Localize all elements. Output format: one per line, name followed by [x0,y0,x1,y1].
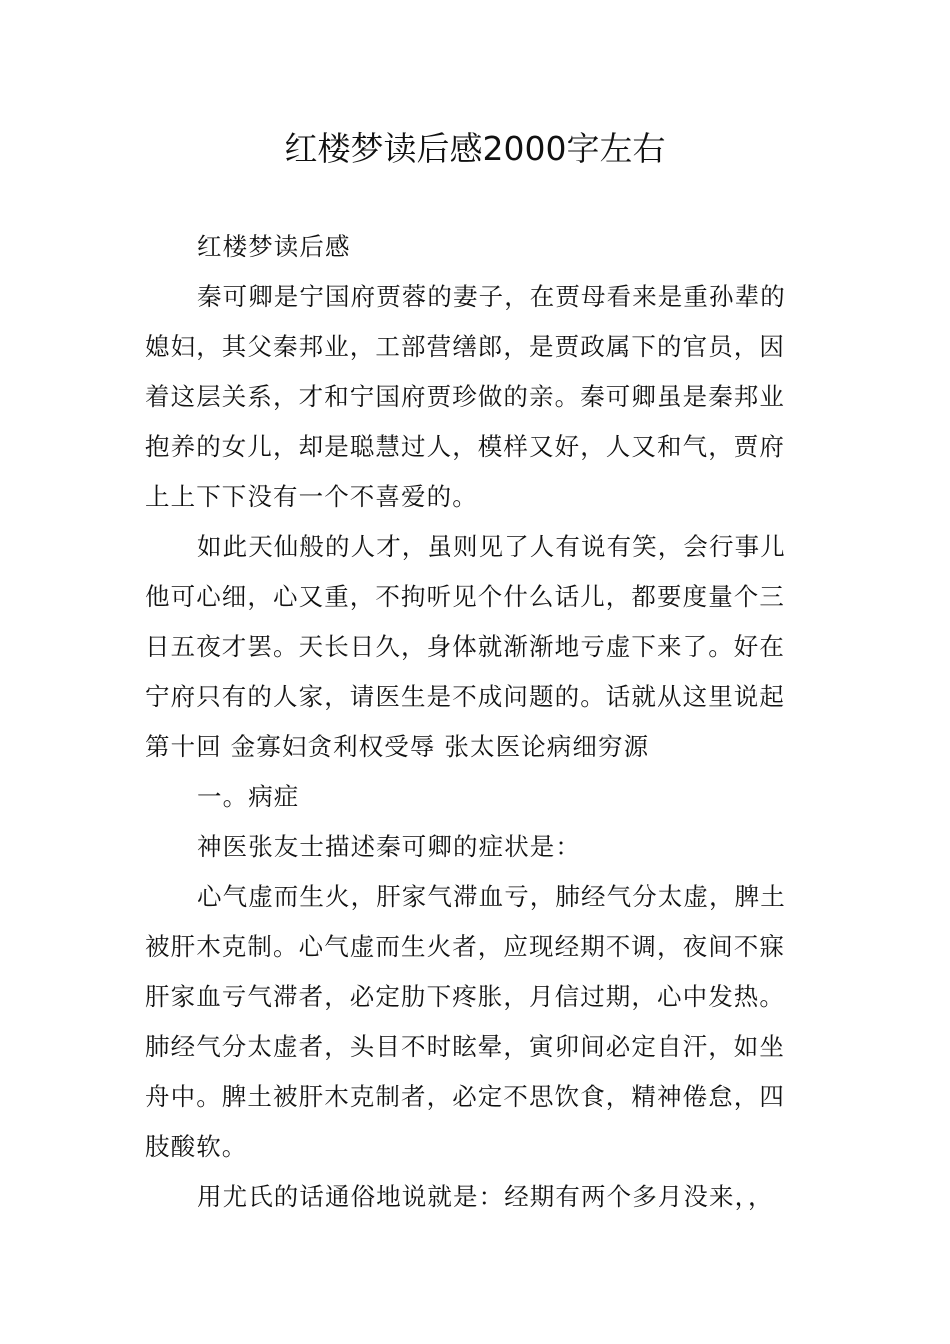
document-title: 红楼梦读后感2000字左右 [284,129,666,168]
text-line: 红楼梦读后感 [197,232,351,261]
text-line: 用尤氏的话通俗地说就是：经期有两个多月没来，， [197,1182,774,1211]
text-line: 媳妇，其父秦邦业，工部营缮郎，是贾政属下的官员，因 [145,332,785,361]
text-line: 如此天仙般的人才，虽则见了人有说有笑，会行事儿 [197,532,786,561]
text-line: 舟中。脾土被肝木克制者，必定不思饮食，精神倦怠，四 [145,1082,785,1111]
text-line: 抱养的女儿，却是聪慧过人，模样又好，人又和气，贾府 [145,432,785,461]
text-line: 日五夜才罢。天长日久，身体就渐渐地亏虚下来了。好在 [145,632,785,661]
text-line: 神医张友士描述秦可卿的症状是： [197,832,581,861]
text-line: 秦可卿是宁国府贾蓉的妻子，在贾母看来是重孙辈的 [197,282,786,311]
document-body [145,222,810,1222]
text-line: 一。病症 [197,782,300,811]
paragraph [145,272,810,522]
text-line: 心气虚而生火，肝家气滞血亏，肺经气分太虚，脾土 [197,882,786,911]
text-line: 他可心细，心又重，不拘听见个什么话儿，都要度量个三 [145,582,785,611]
text-line: 肢酸软。 [145,1132,248,1161]
text-line: 被肝木克制。心气虚而生火者，应现经期不调，夜间不寐 [145,932,785,961]
text-line: 宁府只有的人家，请医生是不成问题的。话就从这里说起 [145,682,785,711]
paragraph [145,772,810,822]
paragraph [145,872,810,1172]
text-line: 上上下下没有一个不喜爱的。 [145,482,478,511]
text-line: 第十回 金寡妇贪利权受辱 张太医论病细穷源 [145,732,650,761]
paragraph [145,522,810,772]
paragraph [145,822,810,872]
text-line: 肝家血亏气滞者，必定肋下疼胀，月信过期，心中发热。 [145,982,785,1011]
text-line: 着这层关系，才和宁国府贾珍做的亲。秦可卿虽是秦邦业 [145,382,785,411]
text-line: 肺经气分太虚者，头目不时眩晕，寅卯间必定自汗，如坐 [145,1032,785,1061]
paragraph [145,1172,810,1222]
paragraph [145,222,810,272]
